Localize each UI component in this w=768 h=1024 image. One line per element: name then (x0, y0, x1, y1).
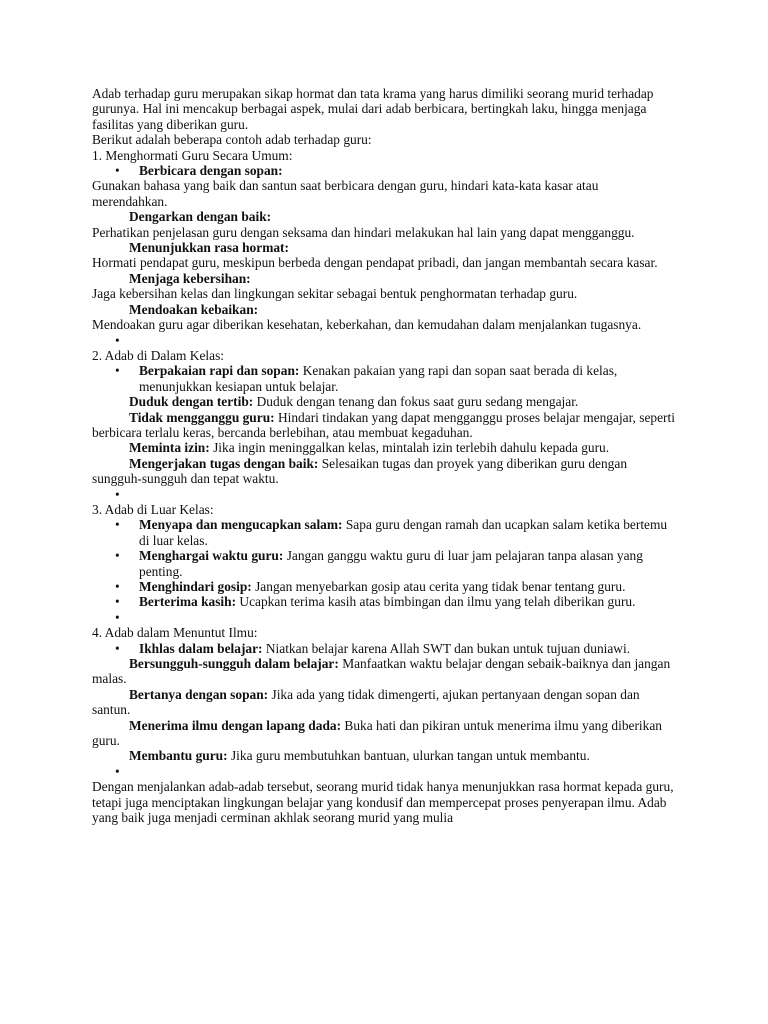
empty-bullet (92, 610, 676, 625)
s1-item-5-text: Mendoakan guru agar diberikan kesehatan, keberkahan, dan kemudahan dalam menjalankan tugasnya. (92, 317, 642, 333)
s2-item-1: • Berpakaian rapi dan sopan: Kenakan pakaian yang rapi dan sopan saat berada di kelas, menunjukkan kesiapan untuk belajar. (92, 363, 676, 394)
s1-item-2-title: Dengarkan dengan baik: (129, 209, 272, 225)
intro-lead: Berikut adalah beberapa contoh adab terhadap guru: (92, 132, 372, 148)
s1-item-3-text: Hormati pendapat guru, meskipun berbeda dengan pendapat pribadi, dan jangan membantah secara kasar. (92, 255, 658, 271)
s1-item-5-title: Mendoakan kebaikan: (129, 301, 259, 317)
s4-item-5: Membantu guru: Jika guru membutuhkan bantuan, ulurkan tangan untuk membantu. (129, 748, 590, 764)
s2-item-2: Duduk dengan tertib: Duduk dengan tenang dan fokus saat guru sedang mengajar. (129, 394, 579, 410)
s1-item-4-text: Jaga kebersihan kelas dan lingkungan sekitar sebagai bentuk penghormatan terhadap guru. (92, 286, 578, 302)
s3-item-2: • Menghargai waktu guru: Jangan ganggu waktu guru di luar jam pelajaran tanpa alasan yang penting. (92, 548, 676, 579)
s1-item-3-title: Menunjukkan rasa hormat: (129, 240, 289, 256)
s2-item-5: Mengerjakan tugas dengan baik: Selesaikan tugas dan proyek yang diberikan guru dengan sungguh-sungguh dan tepat waktu. (92, 455, 628, 487)
section-2-heading: 2. Adab di Dalam Kelas: (92, 347, 225, 363)
s4-item-4: Menerima ilmu dengan lapang dada: Buka hati dan pikiran untuk menerima ilmu yang diberikan guru. (92, 717, 662, 749)
section-1-heading: 1. Menghormati Guru Secara Umum: (92, 147, 293, 163)
s1-item-2-text: Perhatikan penjelasan guru dengan seksama dan hindari melakukan hal lain yang dapat mengganggu. (92, 224, 635, 240)
s3-item-3: • Menghindari gosip: Jangan menyebarkan gosip atau cerita yang tidak benar tentang guru. (92, 579, 676, 594)
intro-paragraph: Adab terhadap guru merupakan sikap hormat dan tata krama yang harus dimiliki seorang murid terhadap gurunya. Hal ini mencakup berbagai aspek, mulai dari adab berbicara, bertingkah laku, hingga menjaga fasilitas yang diberikan guru. (92, 86, 654, 132)
empty-bullet (92, 764, 676, 779)
empty-bullet (92, 487, 676, 502)
s1-item-1-text: Gunakan bahasa yang baik dan santun saat berbicara dengan guru, hindari kata-kata kasar atau merendahkan. (92, 178, 599, 209)
section-3-heading: 3. Adab di Luar Kelas: (92, 501, 214, 517)
s3-item-1: • Menyapa dan mengucapkan salam: Sapa guru dengan ramah dan ucapkan salam ketika bertemu di luar kelas. (92, 517, 676, 548)
section-4-heading: 4. Adab dalam Menuntut Ilmu: (92, 625, 258, 641)
s4-item-1: • Ikhlas dalam belajar: Niatkan belajar karena Allah SWT dan bukan untuk tujuan duniawi. (92, 641, 676, 656)
empty-bullet (92, 333, 676, 348)
s4-item-3: Bertanya dengan sopan: Jika ada yang tidak dimengerti, ajukan pertanyaan dengan sopan dan santun. (92, 686, 640, 718)
s4-item-2: Bersungguh-sungguh dalam belajar: Manfaatkan waktu belajar dengan sebaik-baiknya dan jangan malas. (92, 655, 671, 687)
s1-item-4-title: Menjaga kebersihan: (129, 270, 251, 286)
closing-paragraph: Dengan menjalankan adab-adab tersebut, seorang murid tidak hanya menunjukkan rasa hormat kepada guru, tetapi juga menciptakan lingkungan belajar yang kondusif dan mempercepat proses penyerapan ilmu. Adab yang baik juga menjadi cerminan akhlak seorang murid yang mulia (92, 779, 674, 826)
s2-item-3: Tidak mengganggu guru: Hindari tindakan yang dapat mengganggu proses belajar mengajar, seperti berbicara terlalu keras, bercanda berlebihan, atau membuat kegaduhan. (92, 409, 675, 440)
s2-item-4: Meminta izin: Jika ingin meninggalkan kelas, mintalah izin terlebih dahulu kepada guru. (129, 440, 610, 456)
s3-item-4: • Berterima kasih: Ucapkan terima kasih atas bimbingan dan ilmu yang telah diberikan guru. (92, 594, 676, 609)
s1-item-1-title: • Berbicara dengan sopan: (92, 163, 676, 178)
